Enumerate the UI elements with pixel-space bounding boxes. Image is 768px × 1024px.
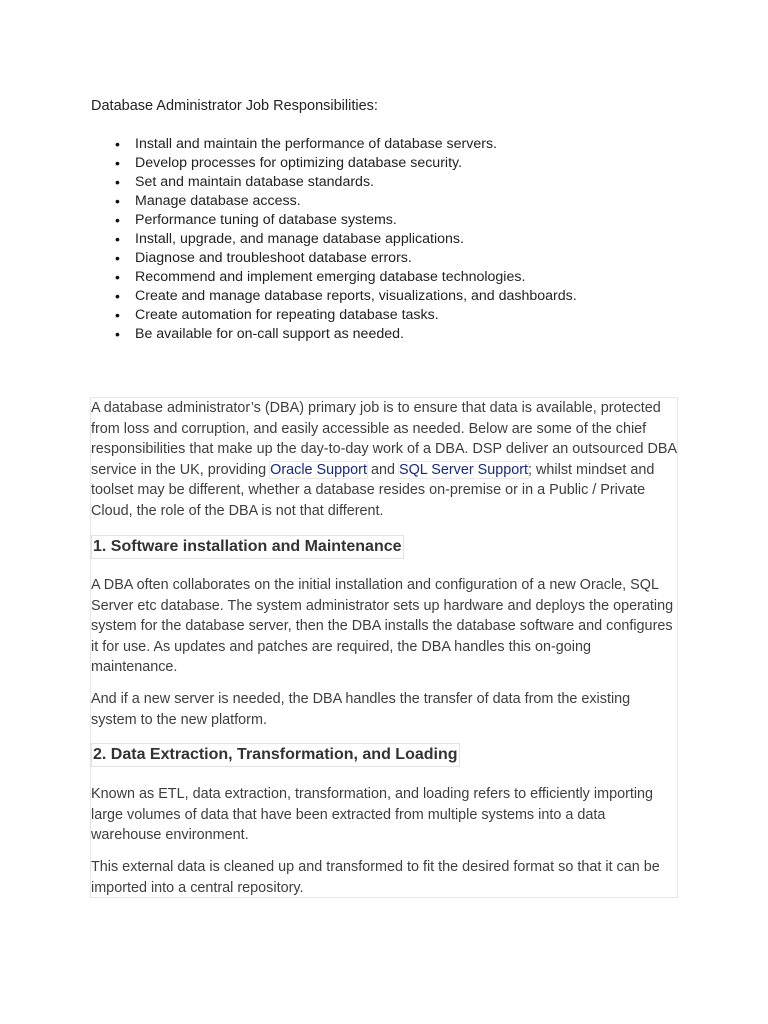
sql-server-support-link[interactable]: SQL Server Support [398,461,529,478]
intro-text-after: ; whilst mindset and toolset may be different, whether a database resides on-premise or in a Public / Private Cloud, the role of the DBA is not that different. [91,461,655,519]
bullet-icon: • [115,250,120,266]
list-item [91,173,577,192]
bullet-icon: • [115,136,120,152]
list-item-text: Recommend and implement emerging database technologies. [135,269,526,285]
intro-paragraph [91,398,678,521]
list-item [91,287,577,306]
list-item-text: Performance tuning of database systems. [135,212,397,228]
list-item [91,230,577,249]
bullet-icon: • [115,231,120,247]
list-item [91,325,577,344]
list-item [91,306,577,325]
bullet-icon: • [115,155,120,171]
document-heading: Database Administrator Job Responsibilities: [91,98,378,114]
list-item [91,249,577,268]
list-item-text: Be available for on-call support as needed. [135,326,404,342]
bullet-icon: • [115,269,120,285]
intro-text-before: A database administrator’s (DBA) primary job is to ensure that data is available, protected from loss and corruption, and easily accessible as needed. Below are some of the chief responsibilities that make up the day-to-day work of a DBA. DSP deliver an outsourced DBA service in the UK, providing [91,400,677,478]
list-item-text: Create and manage database reports, visualizations, and dashboards. [135,288,577,304]
list-item-text: Set and maintain database standards. [135,174,374,190]
section-1-title: 1. Software installation and Maintenance [91,535,404,559]
list-item [91,268,577,287]
list-item [91,154,577,173]
article-box [90,397,678,898]
list-item-text: Install, upgrade, and manage database applications. [135,231,464,247]
list-item-text: Create automation for repeating database tasks. [135,307,439,323]
bullet-icon: • [115,193,120,209]
section-1-paragraph-2: And if a new server is needed, the DBA handles the transfer of data from the existing system to the new platform. [91,691,631,728]
bullet-icon: • [115,174,120,190]
oracle-support-link[interactable]: Oracle Support [270,461,367,478]
bullet-icon: • [115,212,120,228]
section-2-title: 2. Data Extraction, Transformation, and Loading [91,743,460,767]
list-item-text: Install and maintain the performance of database servers. [135,136,497,152]
responsibilities-list [91,135,577,344]
list-item [91,135,577,154]
list-item-text: Manage database access. [135,193,301,209]
list-item-text: Diagnose and troubleshoot database errors. [135,250,412,266]
bullet-icon: • [115,326,120,342]
bullet-icon: • [115,307,120,323]
list-item-text: Develop processes for optimizing database security. [135,155,462,171]
section-2-paragraph-2: This external data is cleaned up and transformed to fit the desired format so that it can be imported into a central repository. [91,859,660,896]
list-item [91,211,577,230]
intro-text-middle: and [366,461,399,478]
bullet-icon: • [115,288,120,304]
section-2-paragraph-1: Known as ETL, data extraction, transformation, and loading refers to efficiently importing large volumes of data that have been extracted from multiple systems into a data warehouse environment. [91,786,654,843]
list-item [91,192,577,211]
section-1-paragraph-1: A DBA often collaborates on the initial installation and configuration of a new Oracle, SQL Server etc database. The system administrator sets up hardware and deploys the operating system for the database server, then the DBA installs the database software and configures it for use. As updates and patches are required, the DBA handles this on-going maintenance. [91,577,674,675]
